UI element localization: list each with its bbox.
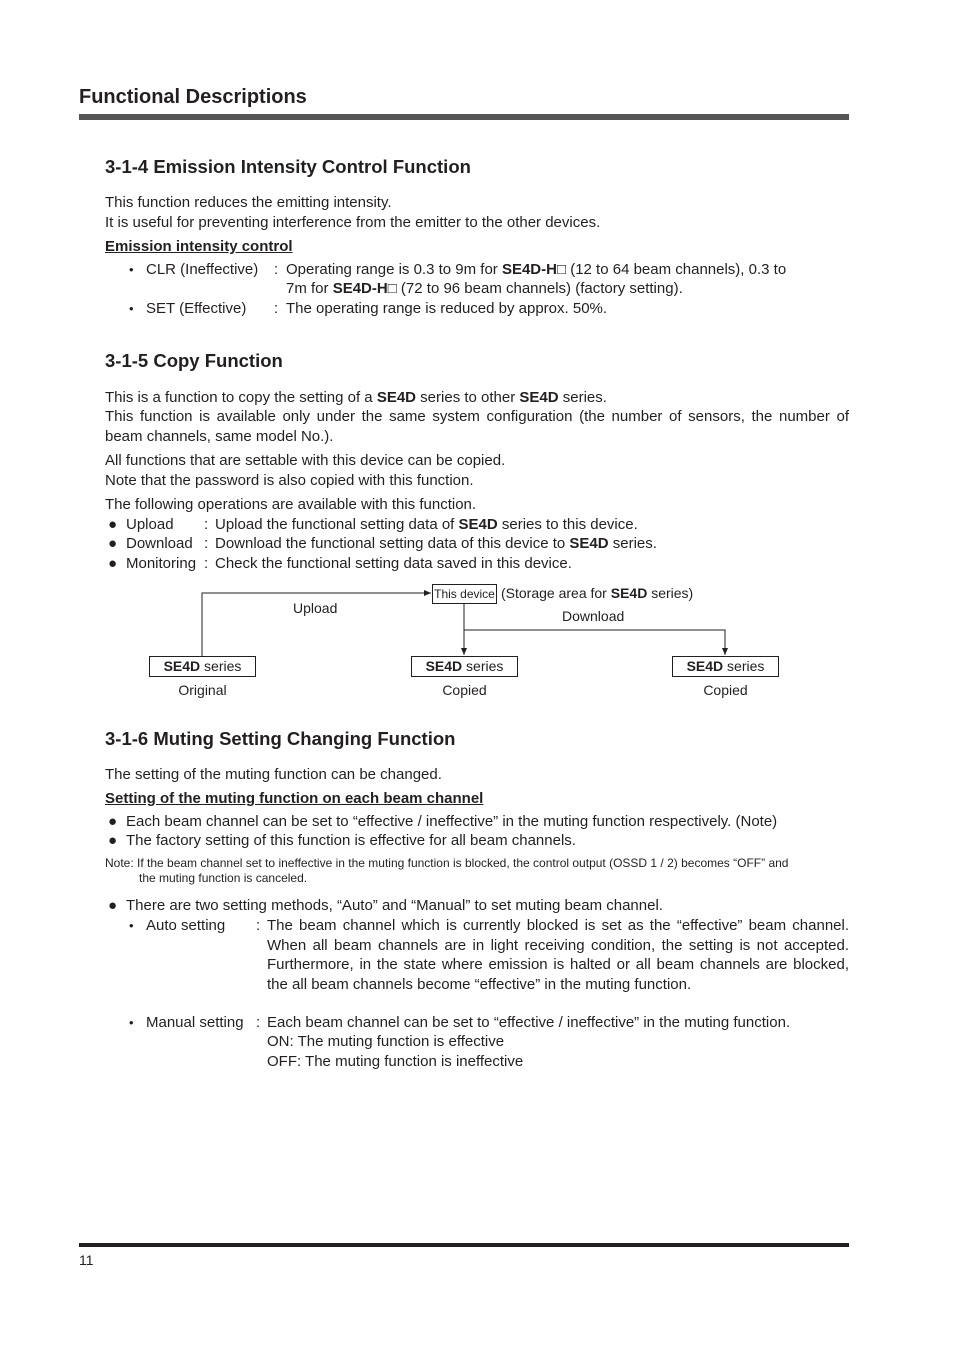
muting-note-line2: the muting function is canceled. bbox=[139, 871, 308, 885]
section-heading-muting: 3-1-6 Muting Setting Changing Function bbox=[105, 728, 456, 749]
emission-item-clr-text: Operating range is 0.3 to 9m for SE4D-H□ (12 to 64 beam channels), 0.3 to bbox=[286, 261, 787, 278]
muting-para1: The setting of the muting function can be changed. bbox=[105, 766, 442, 783]
auto-setting-text: The beam channel which is currently blocked is set as the “effective” beam channel. When all beam channels are in light receiving condition, the setting is not accepted. Furthermore, in the state where emission is halted or all beam channels are blocked, the all beam channels become “effective” in the muting function. bbox=[267, 917, 849, 993]
muting-note-line1: Note: If the beam channel set to ineffective in the muting function is blocked, the control output (OSSD 1 / 2) becomes “OFF” and bbox=[105, 856, 789, 870]
bullet-dot: • bbox=[129, 918, 134, 933]
bullet-dot: • bbox=[129, 262, 134, 277]
bullet-dot: ● bbox=[108, 832, 118, 849]
section-heading-copy: 3-1-5 Copy Function bbox=[105, 350, 283, 371]
op-download-label: Download bbox=[126, 535, 193, 552]
copy-para3: All functions that are settable with this device can be copied. bbox=[105, 452, 506, 469]
manual-setting-label: Manual setting bbox=[146, 1014, 244, 1031]
muting-methods-intro: There are two setting methods, “Auto” and “Manual” to set muting beam channel. bbox=[126, 897, 663, 914]
footer-rule bbox=[79, 1243, 849, 1247]
muting-auto-bullet bbox=[129, 916, 134, 936]
op-upload-text: Upload the functional setting data of SE4D series to this device. bbox=[215, 516, 638, 533]
manual-setting-off: OFF: The muting function is ineffective bbox=[267, 1053, 524, 1070]
emission-subheading: Emission intensity control bbox=[105, 238, 293, 255]
emission-intro-line2: It is useful for preventing interference from the emitter to the other devices. bbox=[105, 214, 601, 231]
auto-setting-label: Auto setting bbox=[146, 917, 226, 934]
page-title: Functional Descriptions bbox=[79, 86, 307, 108]
caption-copied-1: Copied bbox=[442, 682, 487, 698]
bullet-dot: ● bbox=[108, 535, 118, 552]
section-heading-emission: 3-1-4 Emission Intensity Control Function bbox=[105, 156, 471, 177]
bullet-dot: • bbox=[129, 1015, 134, 1030]
op-monitoring-label: Monitoring bbox=[126, 555, 197, 572]
manual-setting-sep: : bbox=[256, 1014, 261, 1031]
op-upload-sep: : bbox=[204, 516, 209, 533]
copy-para1: This is a function to copy the setting of a SE4D series to other SE4D series. bbox=[105, 389, 607, 406]
auto-setting-sep: : bbox=[256, 917, 261, 934]
emission-intro-line1: This function reduces the emitting intensity. bbox=[105, 194, 392, 211]
emission-item-clr-label: CLR (Ineffective) bbox=[146, 261, 259, 278]
emission-item-set-sep: : bbox=[274, 300, 279, 317]
bullet-dot: ● bbox=[108, 813, 118, 830]
emission-item-clr-sep: : bbox=[274, 261, 279, 278]
caption-copied-2: Copied bbox=[703, 682, 748, 698]
download-arrow-right bbox=[464, 630, 725, 655]
bullet-dot: ● bbox=[108, 516, 118, 533]
op-upload-label: Upload bbox=[126, 516, 174, 533]
page-number: 11 bbox=[79, 1252, 94, 1268]
muting-bullet-2: The factory setting of this function is effective for all beam channels. bbox=[126, 832, 576, 849]
caption-original: Original bbox=[178, 682, 227, 698]
emission-item-set-label: SET (Effective) bbox=[146, 300, 247, 317]
op-download-sep: : bbox=[204, 535, 209, 552]
op-monitoring-sep: : bbox=[204, 555, 209, 572]
copy-para2: This function is available only under the same system configuration (the number of sensors, the number of beam channels, same model No.). bbox=[105, 408, 849, 445]
upload-label: Upload bbox=[293, 600, 338, 616]
manual-setting-text: Each beam channel can be set to “effective / ineffective” in the muting function. bbox=[267, 1014, 791, 1031]
copy-para5: The following operations are available with this function. bbox=[105, 496, 477, 513]
op-monitoring-text: Check the functional setting data saved in this device. bbox=[215, 555, 572, 572]
emission-item-set-text: The operating range is reduced by approx. 50%. bbox=[286, 300, 608, 317]
muting-manual-bullet bbox=[129, 1013, 134, 1033]
emission-item-clr-text-cont: 7m for SE4D-H□ (72 to 96 beam channels) (factory setting). bbox=[286, 280, 683, 297]
muting-subheading: Setting of the muting function on each beam channel bbox=[105, 790, 484, 807]
op-download-text: Download the functional setting data of this device to SE4D series. bbox=[215, 535, 657, 552]
bullet-dot: ● bbox=[108, 897, 118, 914]
storage-area-label: (Storage area for SE4D series) bbox=[501, 585, 694, 601]
series-box-original: SE4D series bbox=[149, 656, 256, 677]
series-box-copied-1: SE4D series bbox=[411, 656, 518, 677]
download-label: Download bbox=[562, 608, 625, 624]
manual-setting-on: ON: The muting function is effective bbox=[267, 1033, 505, 1050]
muting-bullet-1: Each beam channel can be set to “effective / ineffective” in the muting function respectively. (Note) bbox=[126, 813, 778, 830]
bullet-dot: • bbox=[129, 301, 134, 316]
this-device-box: This device bbox=[432, 584, 497, 604]
series-box-copied-2: SE4D series bbox=[672, 656, 779, 677]
copy-para4: Note that the password is also copied with this function. bbox=[105, 472, 474, 489]
bullet-dot: ● bbox=[108, 555, 118, 572]
